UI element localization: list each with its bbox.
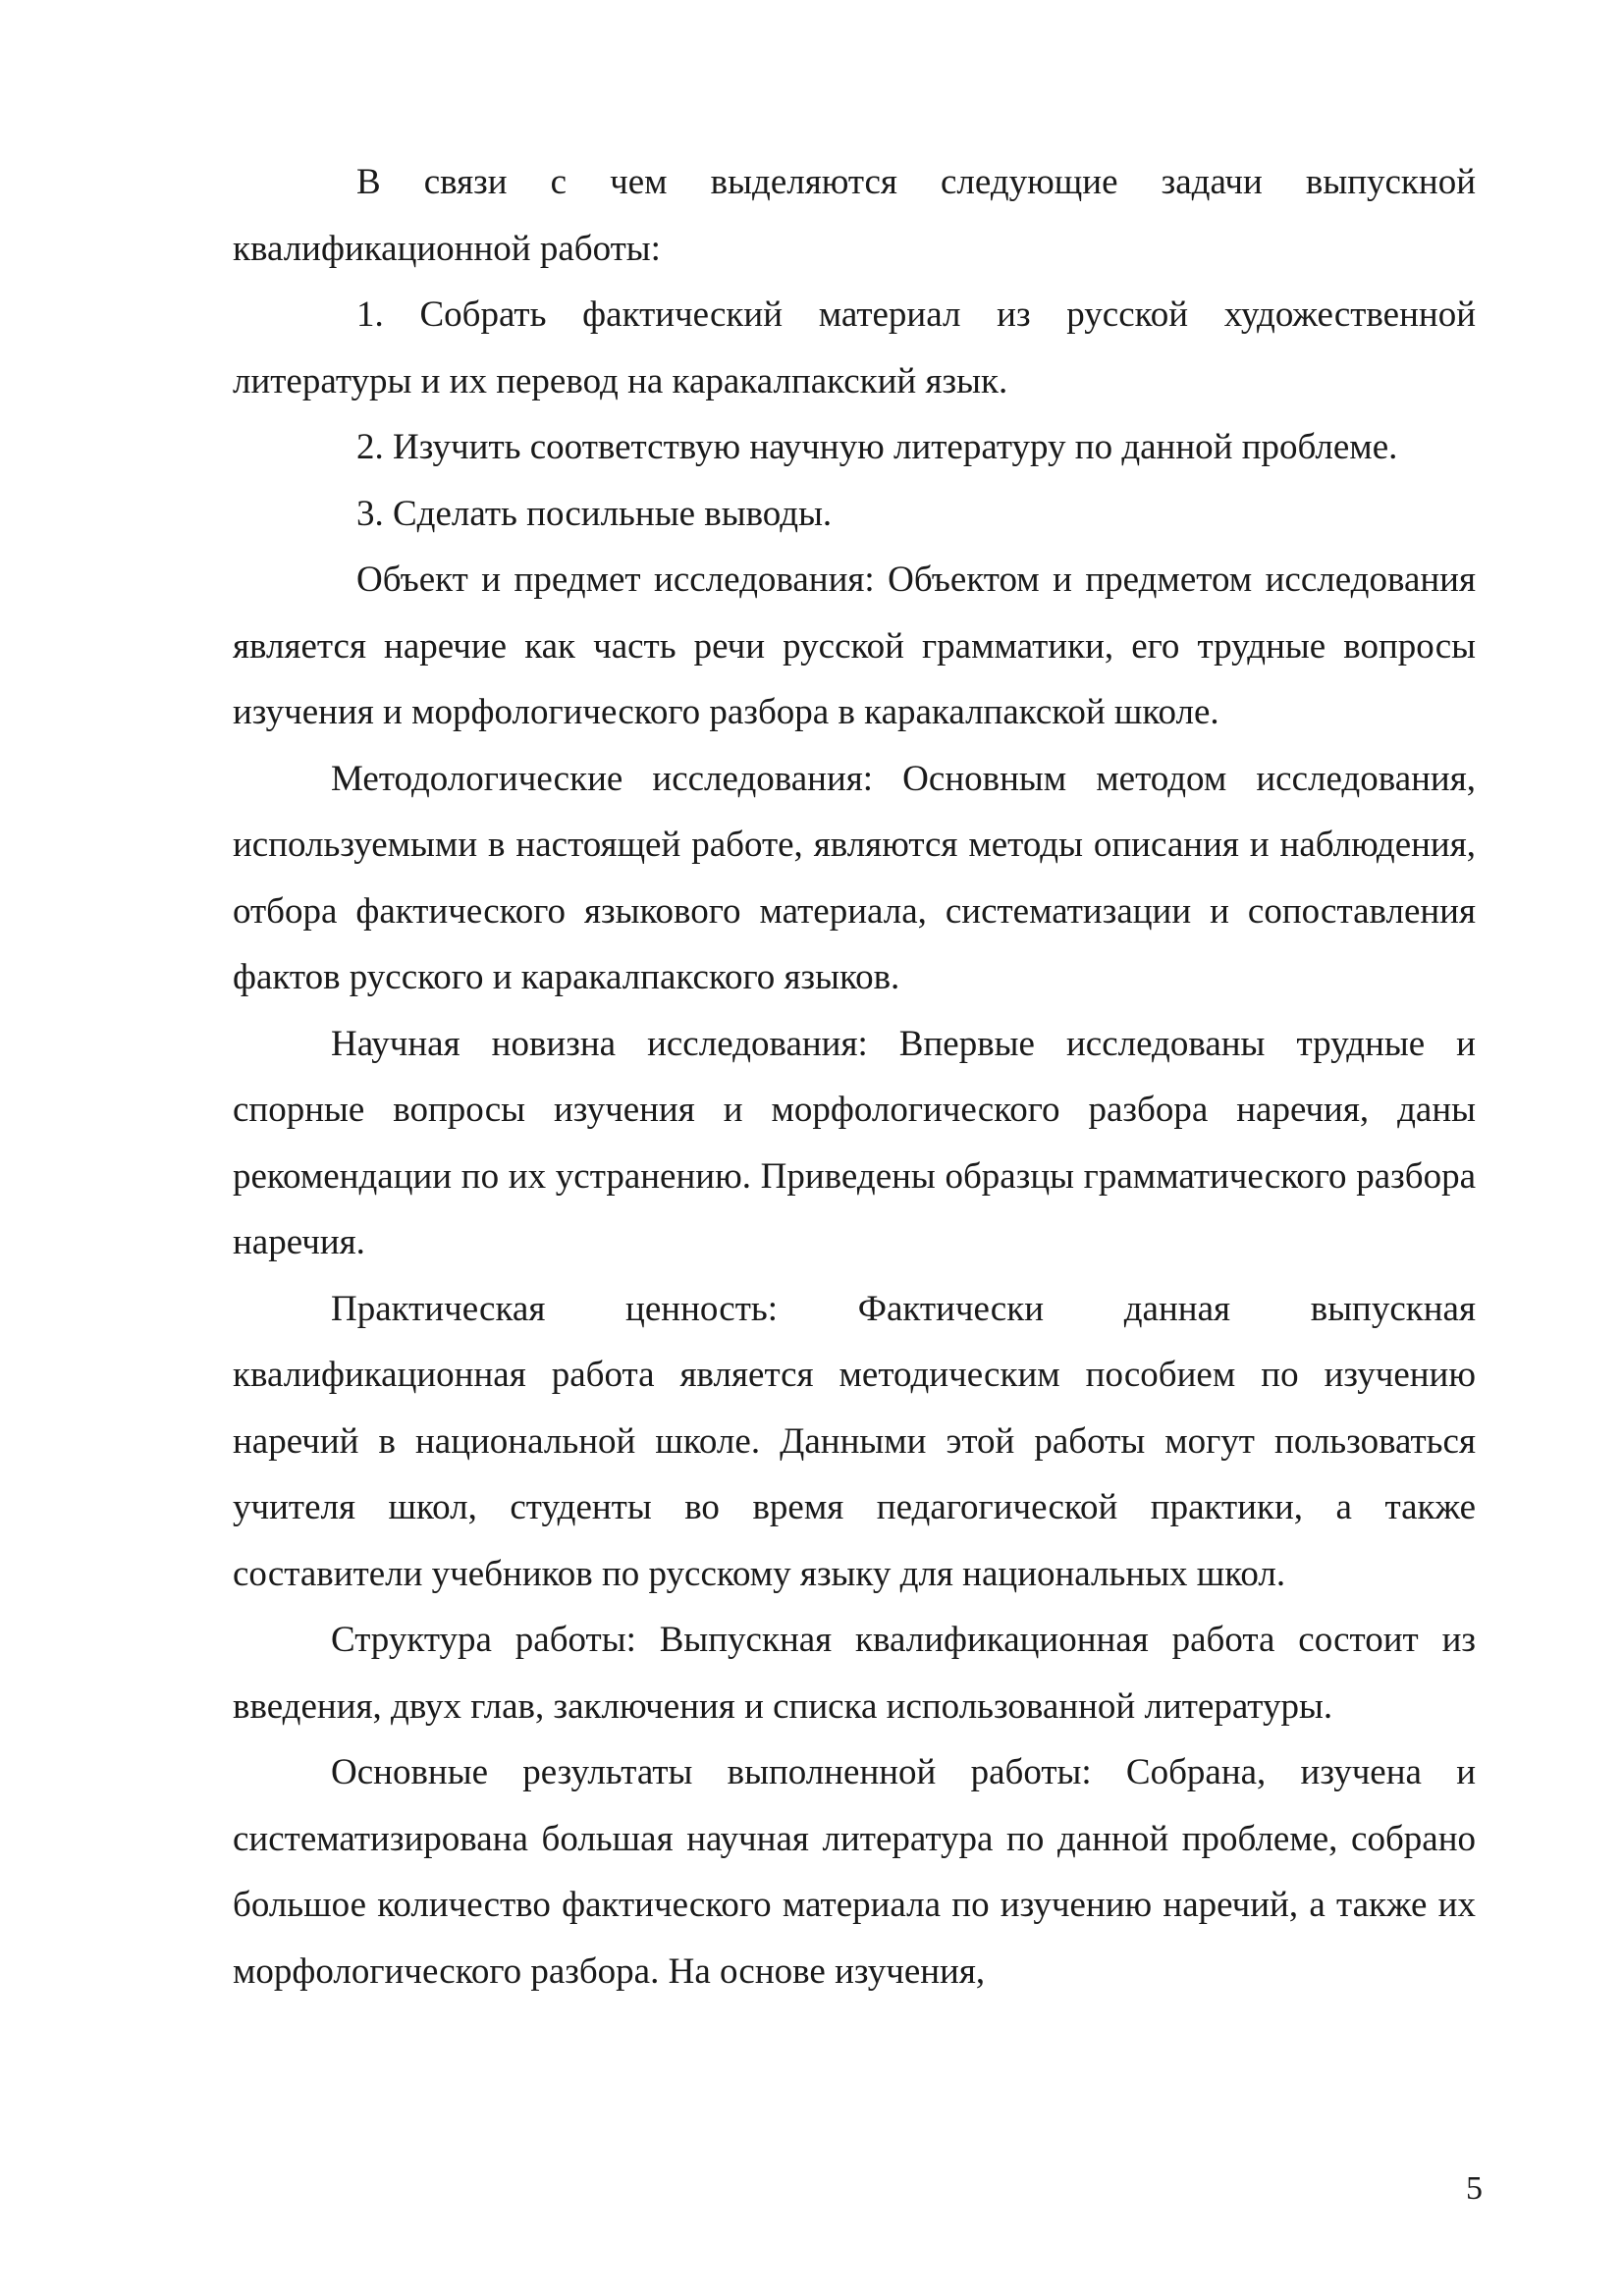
paragraph-task-2: 2. Изучить соответствую научную литературу по данной проблеме. xyxy=(356,427,1398,467)
paragraph-methodology: Методологические исследования: Основным методом исследования, используемыми в настоящей работе, являются методы описания и наблюдения, отбора фактического языкового материала, систематизации и сопоставления фактов русского и каракалпакского языков. xyxy=(233,758,1476,997)
page-number: 5 xyxy=(1466,2170,1483,2207)
paragraph-structure: Структура работы: Выпускная квалификационная работа состоит из введения, двух глав, заключения и списка использованной литературы. xyxy=(233,1620,1476,1727)
paragraph-task-1: 1. Собрать фактический материал из русской художественной литературы и их перевод на каракалпакский язык. xyxy=(233,294,1476,401)
body-text xyxy=(233,149,1476,2004)
paragraph-practical-value: Практическая ценность: Фактически данная выпускная квалификационная работа является методическим пособием по изучению наречий в национальной школе. Данными этой работы могут пользоваться учителя школ, студенты во время педагогической практики, а также составители учебников по русскому языку для национальных школ. xyxy=(233,1288,1476,1594)
paragraph-results: Основные результаты выполненной работы: Собрана, изучена и систематизирована большая научная литература по данной проблеме, собрано большое количество фактического материала по изучению наречий, а также их морфологического разбора. На основе изучения, xyxy=(233,1752,1476,1992)
paragraph-task-3: 3. Сделать посильные выводы. xyxy=(356,493,833,534)
paragraph-object-subject: Объект и предмет исследования: Объектом и предметом исследования является наречие как часть речи русской грамматики, его трудные вопросы изучения и морфологического разбора в каракалпакской школе. xyxy=(233,560,1476,732)
paragraph-tasks-intro: В связи с чем выделяются следующие задачи выпускной квалификационной работы: xyxy=(233,162,1476,269)
paragraph-novelty: Научная новизна исследования: Впервые исследованы трудные и спорные вопросы изучения и морфологического разбора наречия, даны рекомендации по их устранению. Приведены образцы грамматического разбора наречия. xyxy=(233,1023,1476,1262)
